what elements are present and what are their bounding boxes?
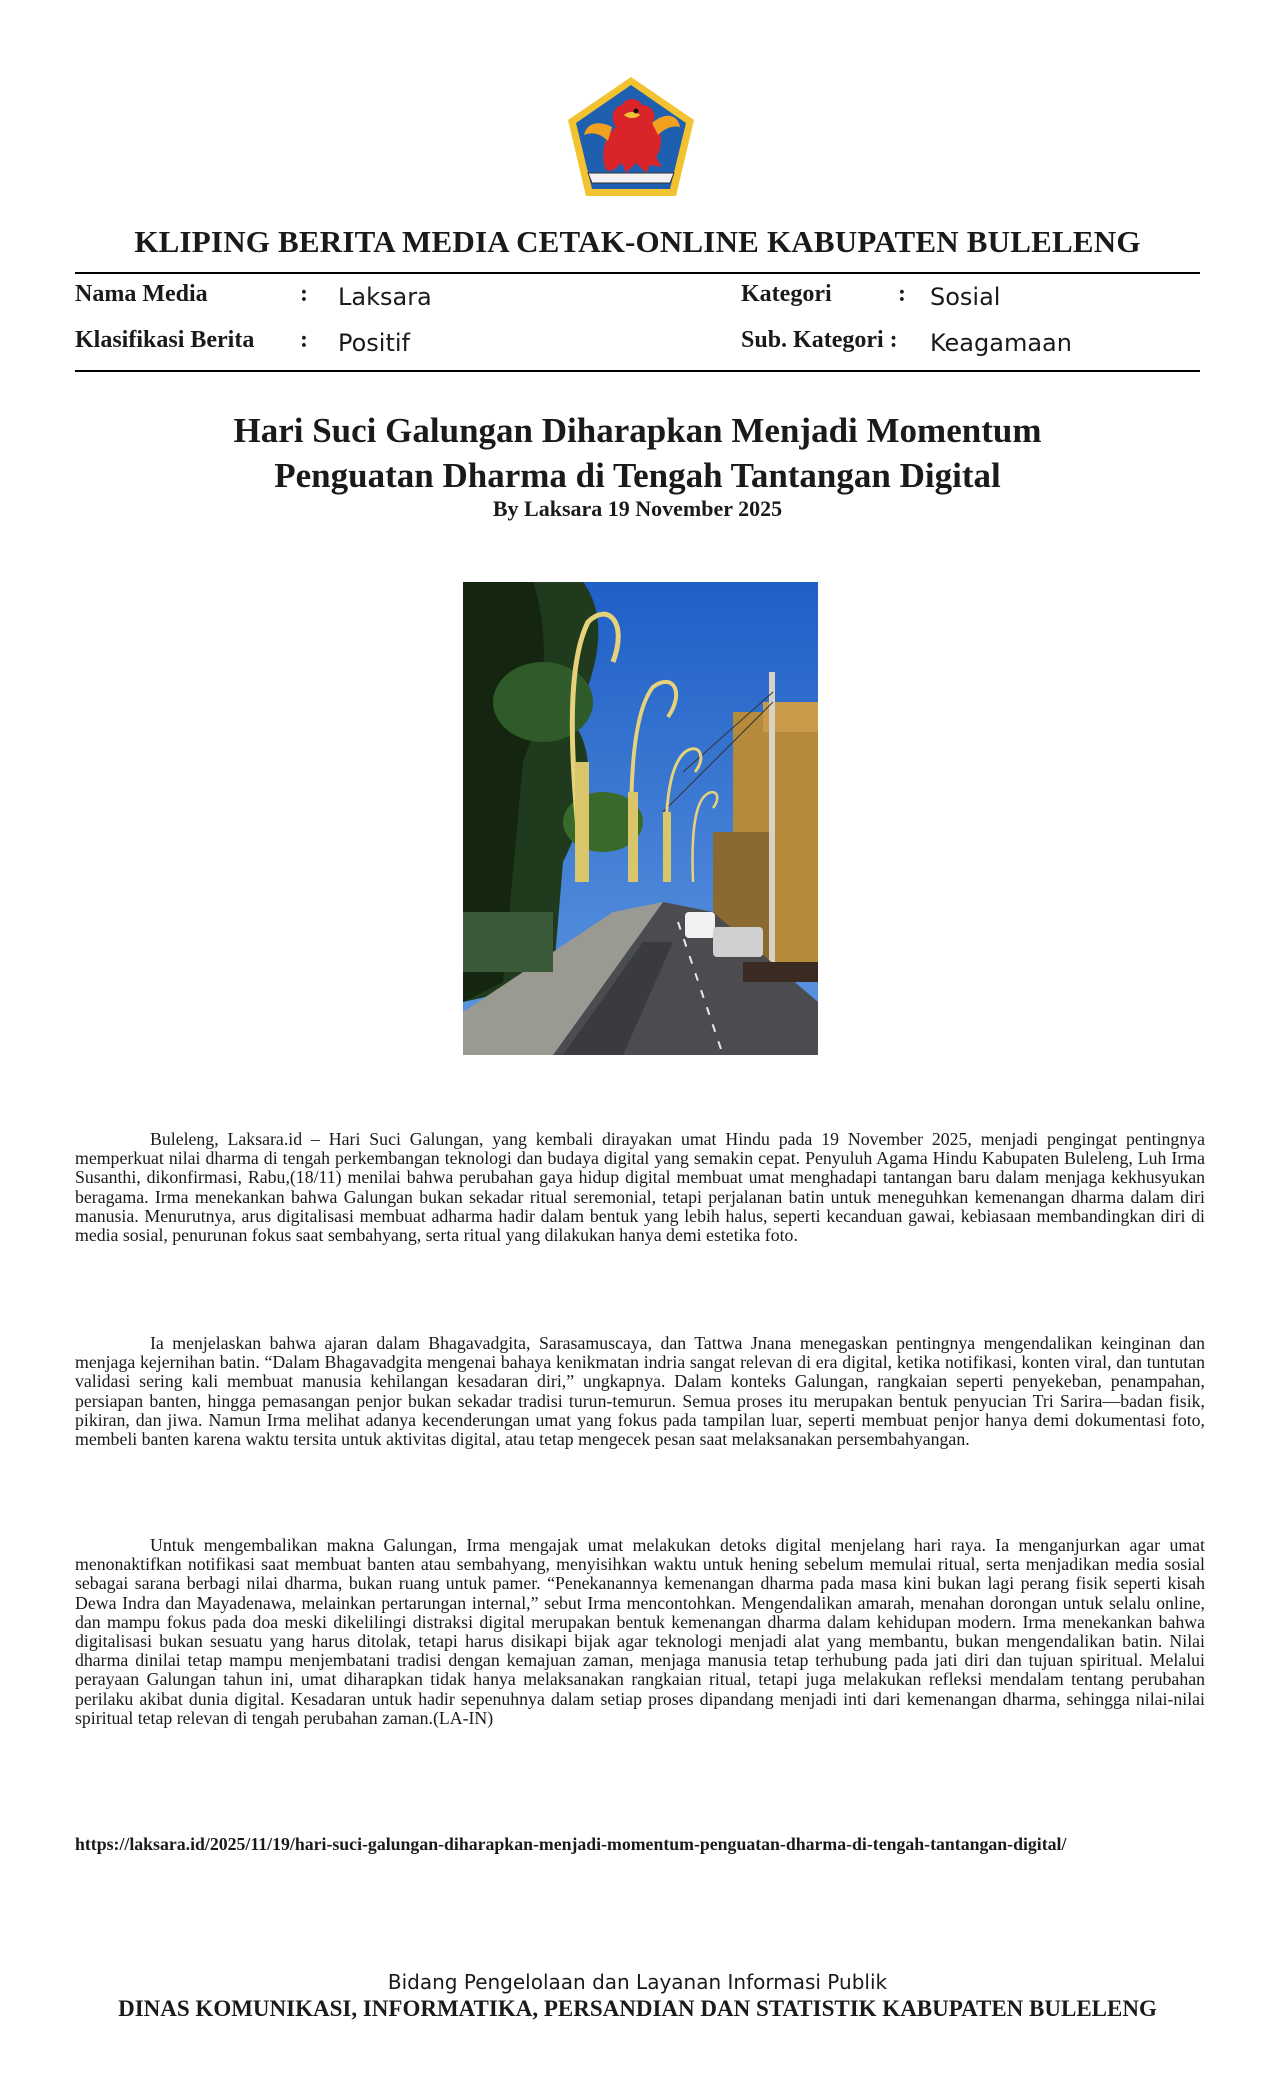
galungan-street-penjor-photo (463, 582, 818, 1055)
source-url-link[interactable]: https://laksara.id/2025/11/19/hari-suci-galungan-diharapkan-menjadi-momentum-penguatan-dharma-di-tengah-tantangan-digital/ (75, 1834, 1067, 1854)
article-headline (75, 408, 1200, 498)
kategori-value: Sosial (930, 283, 1001, 311)
article-paragraph-3: Untuk mengembalikan makna Galungan, Irma mengajak umat melakukan detoks digital menjelang hari raya. Ia menganjurkan agar umat menonaktifkan notifikasi saat membuat banten atau sembahyang, menyisihkan waktu untuk hening sebelum memulai ritual, serta menjadikan media sosial sebagai sarana berbagi nilai dharma, bukan ruang untuk pamer. “Penekanannya kemenangan dharma pada masa kini bukan lagi perang fisik seperti kisah Dewa Indra dan Mayadenawa, melainkan pertarungan internal,” sebut Irma mencontohkan. Mengendalikan amarah, menahan dorongan untuk selalu online, dan mampu fokus pada doa meski dikelilingi distraksi digital merupakan bentuk kemenangan dharma dalam kehidupan modern. Irma menekankan bahwa digitalisasi bukan sesuatu yang harus ditolak, tetapi harus disikapi bijak agar teknologi menjadi alat yang membantu, bukan mengendalikan batin. Nilai dharma dinilai tetap mampu menjembatani tradisi dengan kemajuan zaman, menjaga manusia tetap terhubung pada jati diri dan tujuan spiritual. Melalui perayaan Galungan tahun ini, umat diharapkan tidak hanya melaksanakan rangkaian ritual, tetapi juga melakukan refleksi mendalam tentang perubahan perilaku akibat dunia digital. Kesadaran untuk hadir sepenuhnya dalam setiap proses dipandang menjadi inti dari kemenangan dharma, sehingga nilai-nilai spiritual tetap relevan di tengah perubahan zaman.(LA-IN) (75, 1535, 1205, 1728)
klasifikasi-berita-value: Positif (338, 329, 410, 357)
klasifikasi-berita-colon: : (300, 327, 308, 353)
headline-line-1: Hari Suci Galungan Diharapkan Menjadi Momentum (233, 411, 1042, 450)
clipping-title: KLIPING BERITA MEDIA CETAK-ONLINE KABUPATEN BULELENG (134, 224, 1141, 259)
footer-department: Bidang Pengelolaan dan Layanan Informasi Publik (387, 1970, 888, 1994)
article-paragraph-2: Ia menjelaskan bahwa ajaran dalam Bhagavadgita, Sarasamuscaya, dan Tattwa Jnana menegaskan pentingnya mengendalikan keinginan dan menjaga kejernihan batin. “Dalam Bhagavadgita mengenai bahaya kenikmatan indria sangat relevan di era digital, ketika notifikasi, konten viral, dan tuntutan validasi sering kali membuat manusia kehilangan kesadaran diri,” ungkapnya. Dalam konteks Galungan, rangkaian seperti penyekeban, penampahan, persiapan banten, hingga pemasangan penjor bukan sekadar tradisi turun-temurun. Semua proses itu merupakan bentuk penyucian Tri Sarira—badan fisik, pikiran, dan jiwa. Namun Irma melihat adanya kecenderungan umat yang fokus pada tampilan luar, seperti membuat penjor hanya demi dokumentasi foto, membeli banten karena waktu tersita untuk aktivitas digital, atau tetap mengecek pesan saat melaksanakan persembahyangan. (75, 1333, 1205, 1450)
kategori-label: Kategori (741, 281, 832, 307)
nama-media-value: Laksara (338, 283, 432, 311)
klasifikasi-berita-label: Klasifikasi Berita (75, 327, 255, 353)
sub-kategori-value: Keagamaan (930, 329, 1072, 357)
header-divider-bottom (75, 370, 1200, 372)
footer-agency: DINAS KOMUNIKASI, INFORMATIKA, PERSANDIAN DAN STATISTIK KABUPATEN BULELENG (118, 1996, 1157, 2021)
article-byline: By Laksara 19 November 2025 (492, 496, 783, 521)
article-paragraph-1: Buleleng, Laksara.id – Hari Suci Galungan, yang kembali dirayakan umat Hindu pada 19 November 2025, menjadi pengingat pentingnya memperkuat nilai dharma di tengah perkembangan teknologi dan budaya digital yang semakin cepat. Penyuluh Agama Hindu Kabupaten Buleleng, Luh Irma Susanthi, dikonfirmasi, Rabu,(18/11) menilai bahwa perubahan gaya hidup digital membuat umat menghadapi tantangan baru dalam menjaga kekhusyukan beragama. Irma menekankan bahwa Galungan bukan sekadar ritual seremonial, tetapi perjalanan batin untuk meneguhkan kemenangan dharma dalam diri manusia. Menurutnya, arus digitalisasi membuat adharma hadir dalam bentuk yang lebih halus, seperti kecanduan gawai, kebiasaan membandingkan diri di media sosial, penurunan fokus saat sembahyang, serta ritual yang dilakukan hanya demi estetika foto. (75, 1129, 1205, 1246)
header-divider-top (75, 272, 1200, 274)
sub-kategori-label: Sub. Kategori : (741, 327, 898, 353)
singa-ambara-raja-logo-icon (566, 75, 696, 198)
nama-media-label: Nama Media (75, 281, 208, 307)
kategori-colon: : (898, 281, 906, 307)
headline-line-2: Penguatan Dharma di Tengah Tantangan Digital (274, 456, 1001, 495)
nama-media-colon: : (300, 281, 308, 307)
